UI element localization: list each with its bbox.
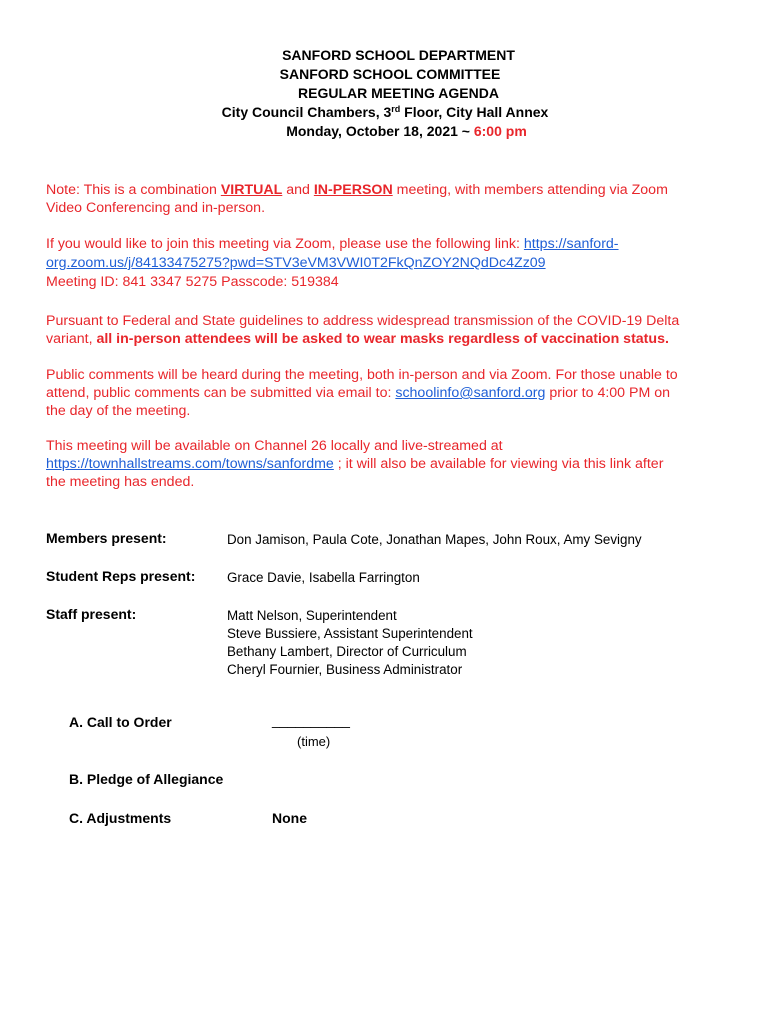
meeting-time: 6:00 pm: [473, 123, 527, 139]
masks-line-2: variant, all in-person attendees will be asked to wear masks regardless of vaccination status.: [46, 331, 669, 347]
call-to-order-item: A. Call to Order: [69, 714, 172, 730]
zoom-intro: If you would like to join this meeting via Zoom, please use the following link: https://sanford-: [46, 236, 619, 252]
email-link[interactable]: schoolinfo@sanford.org: [395, 385, 546, 401]
staff-label: Staff present:: [46, 606, 137, 622]
zoom-link-part-1[interactable]: https://sanford-: [523, 236, 619, 252]
virtual-emphasis: VIRTUAL: [220, 182, 283, 198]
adjustments-item: C. Adjustments: [69, 810, 172, 826]
comments-line-1: Public comments will be heard during the meeting, both in-person and via Zoom. For those unable to: [46, 367, 678, 383]
channel-line-3: the meeting has ended.: [46, 474, 195, 490]
members-value: Don Jamison, Paula Cote, Jonathan Mapes, John Roux, Amy Sevigny: [227, 532, 642, 547]
note-line-1: Note: This is a combination VIRTUAL and IN-PERSON meeting, with members attending via Zoom: [46, 182, 668, 198]
time-caption: (time): [297, 734, 331, 749]
note-line-2: Video Conferencing and in-person.: [46, 200, 266, 216]
meeting-location: City Council Chambers, 3rd Floor, City Hall Annex: [221, 104, 549, 120]
channel-line-1: This meeting will be available on Channel 26 locally and live-streamed at: [46, 438, 503, 454]
masks-requirement: all in-person attendees will be asked to wear masks regardless of vaccination status.: [96, 331, 669, 347]
in-person-emphasis: IN-PERSON: [313, 182, 393, 198]
staff-member: Cheryl Fournier, Business Administrator: [227, 662, 463, 677]
adjustments-value: None: [272, 810, 307, 826]
agenda-title: REGULAR MEETING AGENDA: [298, 85, 499, 101]
members-label: Members present:: [46, 530, 167, 546]
comments-line-3: the day of the meeting.: [46, 403, 191, 419]
student-reps-value: Grace Davie, Isabella Farrington: [227, 570, 420, 585]
zoom-link-line: [46, 254, 546, 272]
staff-member: Bethany Lambert, Director of Curriculum: [227, 644, 467, 659]
pledge-item: B. Pledge of Allegiance: [69, 771, 224, 787]
zoom-link-part-2[interactable]: org.zoom.us/j/84133475275?pwd=STV3eVM3VWI0T2FkQnZOY2NQdDc4Zz09: [46, 255, 546, 271]
staff-member: Matt Nelson, Superintendent: [227, 608, 397, 623]
meeting-datetime: Monday, October 18, 2021 ~ 6:00 pm: [286, 123, 527, 139]
department-title: SANFORD SCHOOL DEPARTMENT: [282, 47, 515, 63]
meeting-id: Meeting ID: 841 3347 5275 Passcode: 519384: [46, 274, 339, 290]
comments-line-2: attend, public comments can be submitted via email to: schoolinfo@sanford.org prior to 4:00 PM on: [46, 385, 671, 401]
time-blank: __________: [272, 712, 350, 728]
committee-title: SANFORD SCHOOL COMMITTEE: [279, 66, 501, 82]
student-reps-label: Student Reps present:: [46, 568, 196, 584]
livestream-link[interactable]: https://townhallstreams.com/towns/sanfordme: [46, 456, 334, 472]
masks-line-1: Pursuant to Federal and State guidelines to address widespread transmission of the COVID-19 Delta: [46, 313, 680, 329]
channel-line-2: https://townhallstreams.com/towns/sanfordme ; it will also be available for viewing via this link after: [46, 456, 664, 472]
staff-member: Steve Bussiere, Assistant Superintendent: [227, 626, 473, 641]
